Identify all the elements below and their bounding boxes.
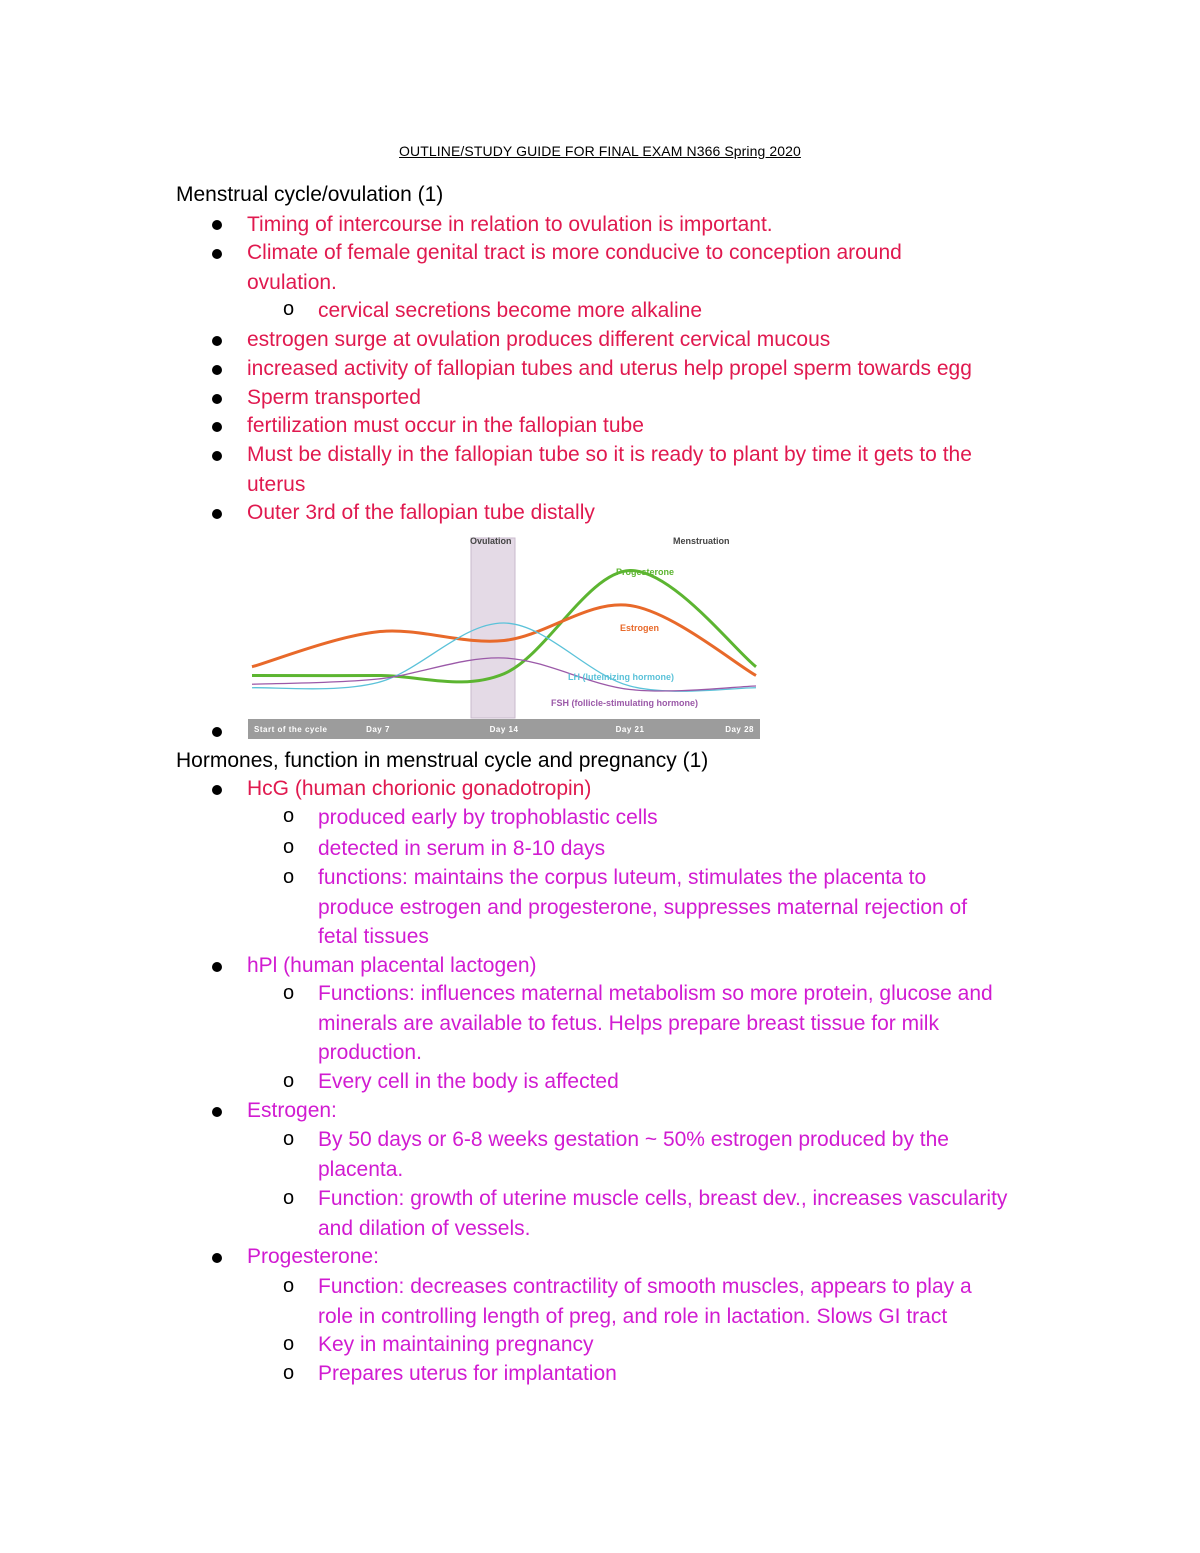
list-item: increased activity of fallopian tubes and uterus help propel sperm towards egg bbox=[247, 357, 972, 380]
bullet bbox=[212, 220, 222, 230]
sub-bullet: o bbox=[283, 805, 295, 827]
list-item: Must be distally in the fallopian tube so it is ready to plant by time it gets to the uterus bbox=[247, 443, 972, 496]
bullet bbox=[212, 422, 222, 432]
bullet bbox=[212, 727, 222, 737]
list-item: Every cell in the body is affected bbox=[318, 1070, 619, 1093]
annotation-ovulation: Ovulation bbox=[470, 536, 512, 546]
list-item-estrogen: Estrogen: bbox=[247, 1099, 337, 1122]
series-label-progesterone: Progesterone bbox=[616, 567, 675, 577]
list-item: Functions: influences maternal metabolism so more protein, glucose and minerals are available to fetus. Helps prepare breast tissue for milk production. bbox=[318, 982, 993, 1064]
sub-bullet: o bbox=[283, 1070, 295, 1092]
chart-svg bbox=[248, 533, 760, 739]
sub-bullet: o bbox=[283, 1275, 295, 1297]
series-label-lh: LH (luteinizing hormone) bbox=[568, 672, 674, 682]
list-item: Function: decreases contractility of smooth muscles, appears to play a role in controlling length of preg, and role in lactation. Slows GI tract bbox=[318, 1275, 972, 1328]
bullet bbox=[212, 509, 222, 519]
bullet bbox=[212, 1107, 222, 1117]
list-item: Prepares uterus for implantation bbox=[318, 1362, 617, 1385]
list-item: Timing of intercourse in relation to ovulation is important. bbox=[247, 213, 773, 236]
list-item: estrogen surge at ovulation produces different cervical mucous bbox=[247, 328, 831, 351]
sub-bullet: o bbox=[283, 298, 295, 320]
list-item-hcg: HcG (human chorionic gonadotropin) bbox=[247, 777, 592, 800]
bullet bbox=[212, 365, 222, 375]
sub-bullet: o bbox=[283, 836, 295, 858]
section-heading-menstrual: Menstrual cycle/ovulation (1) bbox=[176, 183, 444, 206]
bullet bbox=[212, 451, 222, 461]
bullet bbox=[212, 785, 222, 795]
bullet bbox=[212, 336, 222, 346]
x-tick-label: Day 7 bbox=[366, 725, 390, 734]
list-item: Function: growth of uterine muscle cells, breast dev., increases vascularity and dilation of vessels. bbox=[318, 1187, 1008, 1240]
document-title: OUTLINE/STUDY GUIDE FOR FINAL EXAM N366 Spring 2020 bbox=[399, 143, 801, 159]
bullet bbox=[212, 962, 222, 972]
list-item: produced early by trophoblastic cells bbox=[318, 806, 658, 829]
list-item: functions: maintains the corpus luteum, stimulates the placenta to produce estrogen and progesterone, suppresses maternal rejection of fetal tissues bbox=[318, 866, 968, 948]
series-label-estrogen: Estrogen bbox=[620, 623, 660, 633]
hormone-cycle-chart bbox=[248, 533, 760, 739]
x-tick-label: Day 28 bbox=[725, 725, 754, 734]
list-item-hpl: hPl (human placental lactogen) bbox=[247, 954, 537, 977]
sub-bullet: o bbox=[283, 1333, 295, 1355]
series-label-fsh: FSH (follicle-stimulating hormone) bbox=[551, 698, 699, 708]
list-item: Sperm transported bbox=[247, 386, 421, 409]
bullet bbox=[212, 394, 222, 404]
list-item-progesterone: Progesterone: bbox=[247, 1245, 379, 1268]
sub-bullet: o bbox=[283, 982, 295, 1004]
list-item: detected in serum in 8-10 days bbox=[318, 837, 606, 860]
list-item: By 50 days or 6-8 weeks gestation ~ 50% estrogen produced by the placenta. bbox=[318, 1128, 949, 1181]
section-heading-hormones: Hormones, function in menstrual cycle and pregnancy (1) bbox=[176, 749, 709, 772]
bullet bbox=[212, 249, 222, 259]
sub-bullet: o bbox=[283, 1362, 295, 1384]
list-item: Climate of female genital tract is more conducive to conception around ovulation. bbox=[247, 241, 902, 294]
list-item: cervical secretions become more alkaline bbox=[318, 299, 702, 322]
sub-bullet: o bbox=[283, 1187, 295, 1209]
sub-bullet: o bbox=[283, 1128, 295, 1150]
sub-bullet: o bbox=[283, 866, 295, 888]
annotation-menstruation: Menstruation bbox=[673, 536, 730, 546]
x-tick-label: Start of the cycle bbox=[254, 725, 328, 734]
x-tick-label: Day 14 bbox=[489, 725, 519, 734]
x-tick-label: Day 21 bbox=[615, 725, 645, 734]
list-item: Outer 3rd of the fallopian tube distally bbox=[247, 501, 595, 524]
list-item: fertilization must occur in the fallopian tube bbox=[247, 414, 644, 437]
bullet bbox=[212, 1253, 222, 1263]
list-item: Key in maintaining pregnancy bbox=[318, 1333, 594, 1356]
